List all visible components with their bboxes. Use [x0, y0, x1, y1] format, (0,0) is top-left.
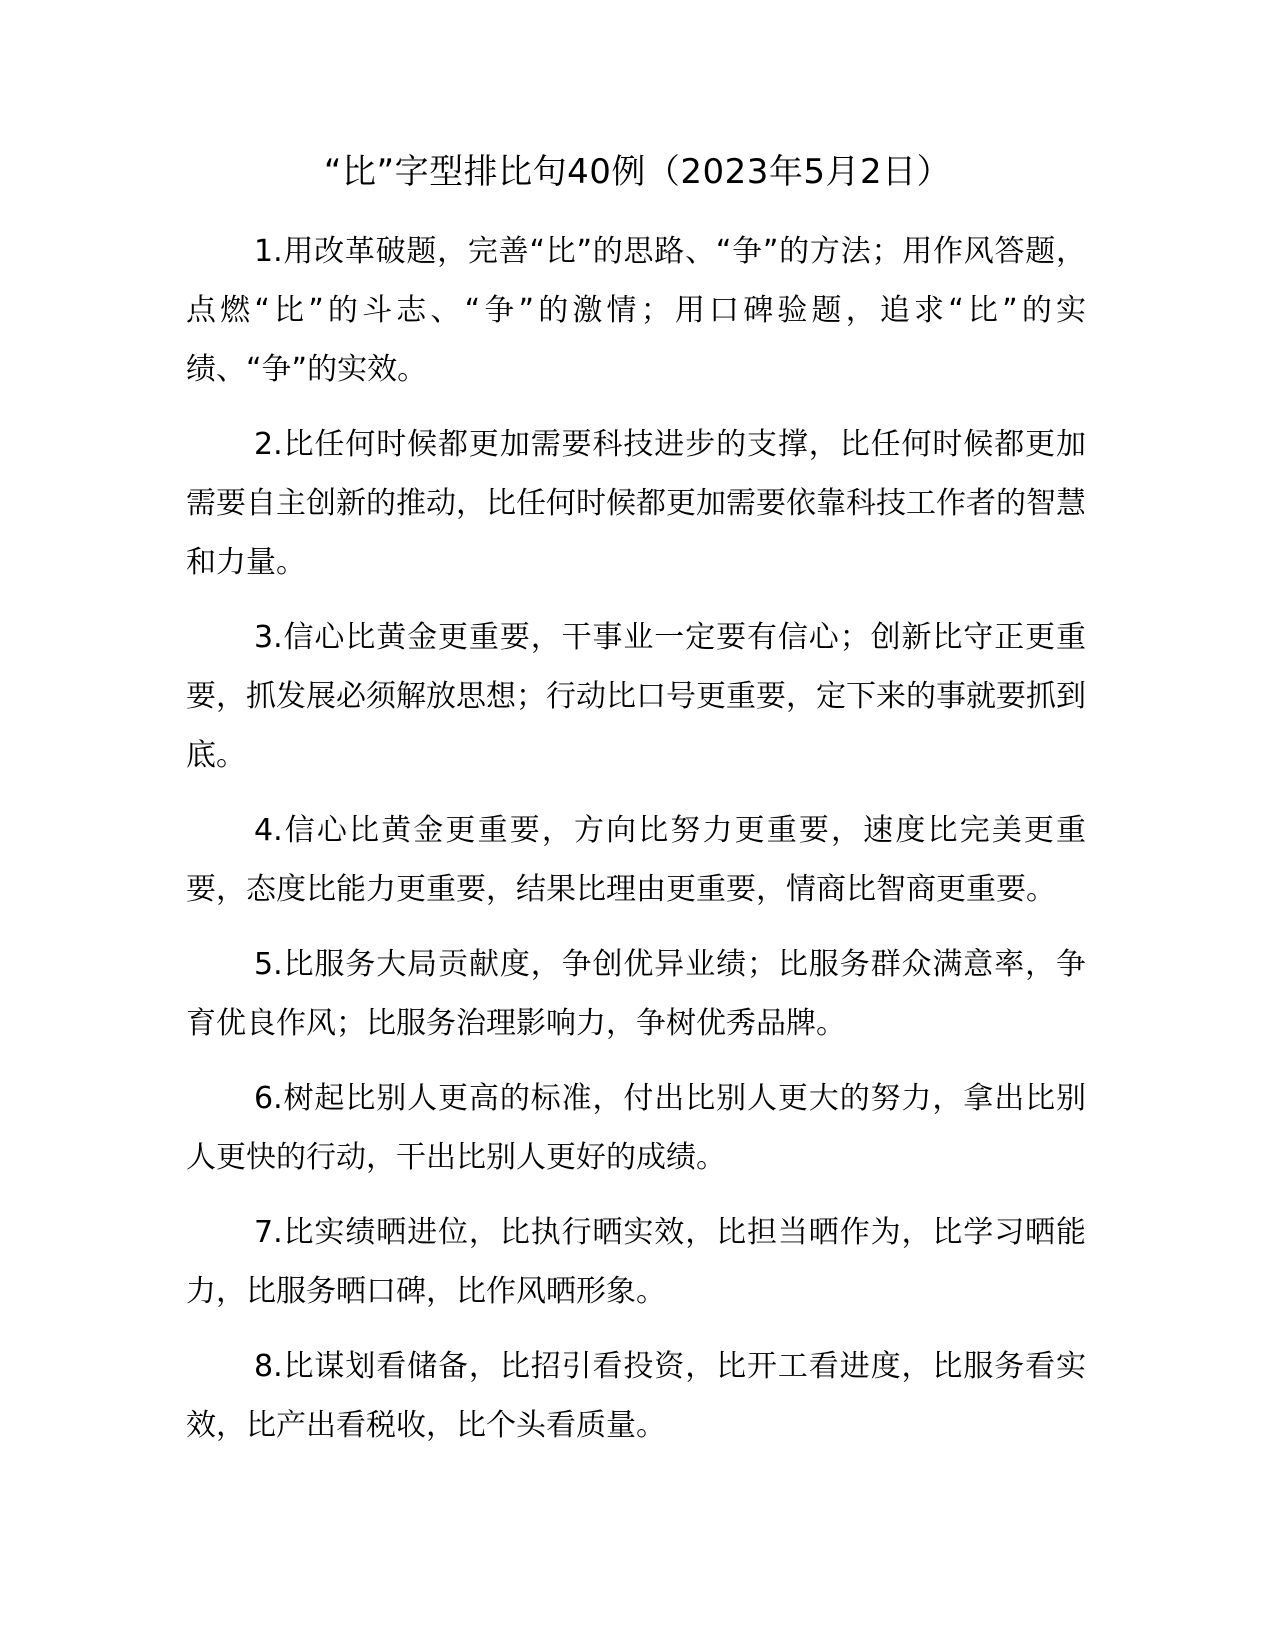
document-title: “比”字型排比句40例（2023年5月2日） — [323, 152, 952, 192]
paragraph-7: 7.比实绩晒进位，比执行晒实效，比担当晒作为，比学习晒能力，比服务晒口碑，比作风晒形象。 — [186, 1215, 1086, 1309]
paragraph-4: 4.信心比黄金更重要，方向比努力更重要，速度比完美更重要，态度比能力更重要，结果比理由更重要，情商比智商更重要。 — [186, 813, 1086, 907]
document-body — [186, 222, 1086, 1471]
paragraph-5: 5.比服务大局贡献度，争创优异业绩；比服务群众满意率，争育优良作风；比服务治理影响力，争树优秀品牌。 — [186, 947, 1086, 1041]
paragraph-8: 8.比谋划看储备，比招引看投资，比开工看进度，比服务看实效，比产出看税收，比个头看质量。 — [186, 1349, 1086, 1443]
paragraph-1: 1.用改革破题，完善“比”的思路、“争”的方法；用作风答题，点燃“比”的斗志、“争”的激情；用口碑验题，追求“比”的实绩、“争”的实效。 — [186, 234, 1086, 387]
paragraph-3: 3.信心比黄金更重要，干事业一定要有信心；创新比守正更重要，抓发展必须解放思想；行动比口号更重要，定下来的事就要抓到底。 — [186, 620, 1086, 773]
paragraph-6: 6.树起比别人更高的标准，付出比别人更大的努力，拿出比别人更快的行动，干出比别人更好的成绩。 — [186, 1081, 1086, 1175]
paragraph-2: 2.比任何时候都更加需要科技进步的支撑，比任何时候都更加需要自主创新的推动，比任何时候都更加需要依靠科技工作者的智慧和力量。 — [186, 427, 1086, 580]
